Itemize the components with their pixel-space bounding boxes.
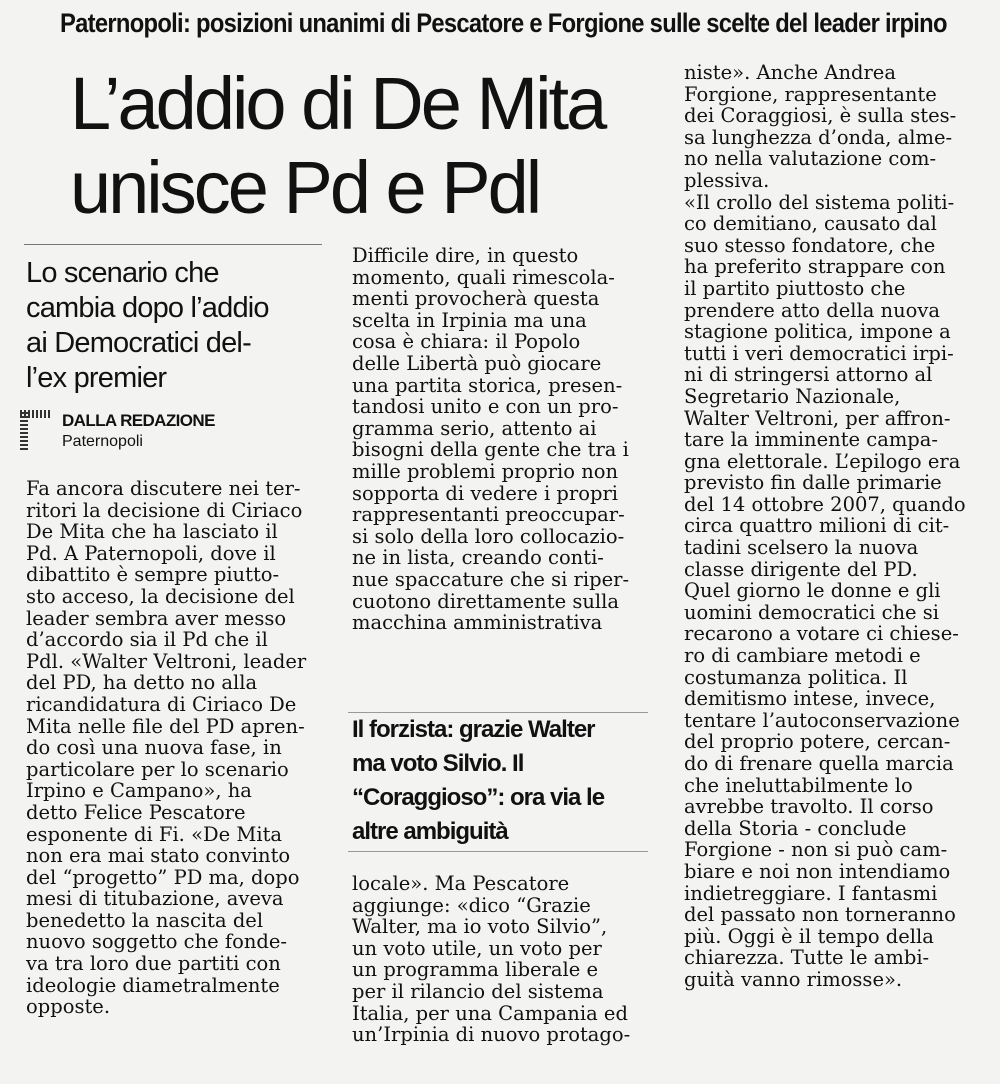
text-line: sa lunghezza d’onda, almе- [684,125,953,149]
headline-line: L’addio di De Mita [70,62,605,145]
text-line: Mita nelle file del PD apren- [26,714,305,738]
text-line: tandosi unito e con un pro- [352,395,619,419]
text-line: il partito piuttosto che [684,276,906,300]
text-line: opposte. [26,995,111,1019]
text-line: ha preferito strappare con [684,255,946,279]
text-line: tadini scelsero la nuova [684,536,919,560]
headline-line: unisce Pd e Pdl [70,146,540,229]
text-line: prendere atto della nuova [684,298,941,322]
text-line: ni di stringersi attorno al [684,363,933,387]
text-line: Pdl. «Walter Veltroni, leader [26,649,307,673]
text-line: del PD, ha detto no alla [26,671,258,695]
text-line: Forgione - non si può cam- [684,838,948,862]
text-line: va tra loro due partiti con [26,952,281,976]
kicker: Paternopoli: posizioni unanimi di Pescatore e Forgione sulle scelte del leader irpino [60,8,947,38]
box-headline [352,713,644,849]
text-line: macchina amministrativa [352,611,603,635]
text-line: Forgione, rappresentante [684,82,937,106]
text-line: Quel giorno le donne e gli [684,579,941,603]
text-line: Fa ancora discutere nei ter- [26,477,301,500]
byline-title: DALLA REDAZIONE [62,411,215,430]
text-line: indietreggiare. I fantasmi [684,881,938,905]
text-line: un’Irpinia di nuovo protago- [352,1023,631,1047]
text-line: tutti i veri democratici irpi- [684,341,954,365]
text-line: ricandidatura di Ciriaco De [26,692,297,716]
divider [24,244,322,245]
text-line: si solo della loro collocazio- [352,524,625,548]
text-line: un programma liberale e [352,958,599,982]
text-line: del “progetto” PD ma, dopo [26,865,300,889]
article-column-3 [684,62,966,991]
article-column-2 [352,245,629,634]
text-line: ne in lista, creando conti- [352,546,604,570]
text-line: Irpino e Campano», ha [26,779,252,803]
text-line: esponente di Fi. «De Mita [26,822,283,846]
text-line: ritori la decisione di Ciriaco [26,498,303,522]
text-line: menti provocherà questa [352,287,600,311]
box-headline-line: “Coraggioso”: ora via le [352,784,605,811]
text-line: mesi di titubazione, aveva [26,887,284,911]
box-rule-bottom [348,851,648,852]
box-headline-line: altre ambiguità [352,818,508,845]
text-line: per il rilancio del sistema [352,979,604,1003]
text-line: Italia, per una Campania ed [352,1001,628,1025]
text-line: sopporta di vedere i propri [352,481,619,505]
subhead-line: Lo scenario che [26,257,219,289]
text-line: De Mita che ha lasciato il [26,520,278,544]
text-line: d’accordo sia il Pd che il [26,628,268,652]
text-line: bisogni della gente che tra i [352,438,629,462]
text-line: che ineluttabilmente lo [684,773,913,797]
headline [70,62,670,230]
text-line: più. Oggi è il tempo della [684,924,934,948]
subhead-line: l’ex premier [26,362,167,394]
text-line: co demitiano, causato dal [684,212,937,236]
text-line: do così una nuova fase, in [26,736,282,760]
text-line: uomini democratici che si [684,600,940,624]
text-line: cuotono direttamente sulla [352,589,620,613]
text-line: stagione politica, impone a [684,320,951,344]
text-line: gramma serio, attento ai [352,416,597,440]
text-line: Walter Veltroni, per affron- [684,406,951,430]
text-line: un voto utile, un voto per [352,936,602,960]
text-line: biare e noi non intendiamo [684,859,951,883]
text-line: «Il crollo del sistema politi- [684,190,955,214]
text-line: dei Coraggiosi, è sulla stes- [684,104,957,128]
text-line: benedetto la nascita del [26,908,264,932]
text-line: tare la imminente campa- [684,428,939,452]
text-line: guità vanno rimosse». [684,967,903,991]
text-line: gna elettorale. L’epilogo era [684,449,961,473]
text-line: circa quattro milioni di cit- [684,514,950,538]
text-line: leader sembra aver messo [26,606,287,630]
text-line: niste». Anche Andrea [684,61,896,84]
text-line: chiarezza. Tutte le ambi- [684,946,930,970]
text-line: del proprio potere, cercan- [684,730,951,754]
text-line: ideologie diametralmente [26,973,280,997]
text-line: particolare per lo scenario [26,757,289,781]
text-line: previsto fin dalle primarie [684,471,942,495]
text-line: detto Felice Pescatore [26,800,246,824]
text-line: sto acceso, la decisione del [26,584,295,608]
text-line: nuovo soggetto che fonde- [26,930,288,954]
subhead-line: cambia dopo l’addio [26,292,269,324]
article-column-1 [26,478,306,1018]
box-headline-line: Il forzista: grazie Walter [352,716,595,743]
text-line: avrebbe travolto. Il corso [684,795,934,819]
text-line: mille problemi proprio non [352,459,619,483]
text-line: momento, quali rimescola- [352,265,615,289]
text-line: tentare l’autoconservazione [684,708,960,732]
text-line: del passato non torneranno [684,903,956,927]
text-line: do di frenare quella marcia [684,752,954,775]
text-line: costumanza politica. Il [684,665,908,689]
text-line: classe dirigente del PD. [684,557,918,581]
text-line: Difficile dire, in questo [352,244,579,267]
text-line: rappresentanti preoccupar- [352,503,625,527]
text-line: una partita storica, presen- [352,373,623,397]
text-line: della Storia - conclude [684,816,907,840]
text-line: non era mai stato convinto [26,844,291,868]
text-line: aggiunge: «dico “Grazie [352,893,591,917]
subhead [26,256,326,396]
text-line: ro di cambiare metodi e [684,644,921,668]
text-line: nue spaccature che si riper- [352,567,630,591]
text-line: dibattito è sempre piutto- [26,563,280,587]
text-line: demitismo intese, invece, [684,687,936,711]
text-line: Pd. A Paternopoli, dove il [26,541,276,565]
text-line: recarono a votare ci chiese- [684,622,959,646]
subhead-line: ai Democratici del- [26,327,251,359]
text-line: delle Libertà può giocare [352,351,602,375]
text-line: del 14 ottobre 2007, quando [684,492,966,516]
box-headline-line: ma voto Silvio. Il [352,750,524,777]
text-line: suo stesso fondatore, che [684,233,936,257]
text-line: plessiva. [684,168,770,192]
text-line: Walter, ma io voto Silvio”, [352,915,608,939]
text-line: locale». Ma Pescatore [352,872,570,895]
text-line: scelta in Irpinia ma una [352,308,587,332]
byline-corner-icon [20,410,50,450]
byline-place: Paternopoli [62,433,143,450]
text-line: no nella valutazione com- [684,147,937,171]
text-line: Segretario Nazionale, [684,384,901,408]
text-line: cosa è chiara: il Popolo [352,330,581,354]
article-column-2-continued [352,873,630,1046]
